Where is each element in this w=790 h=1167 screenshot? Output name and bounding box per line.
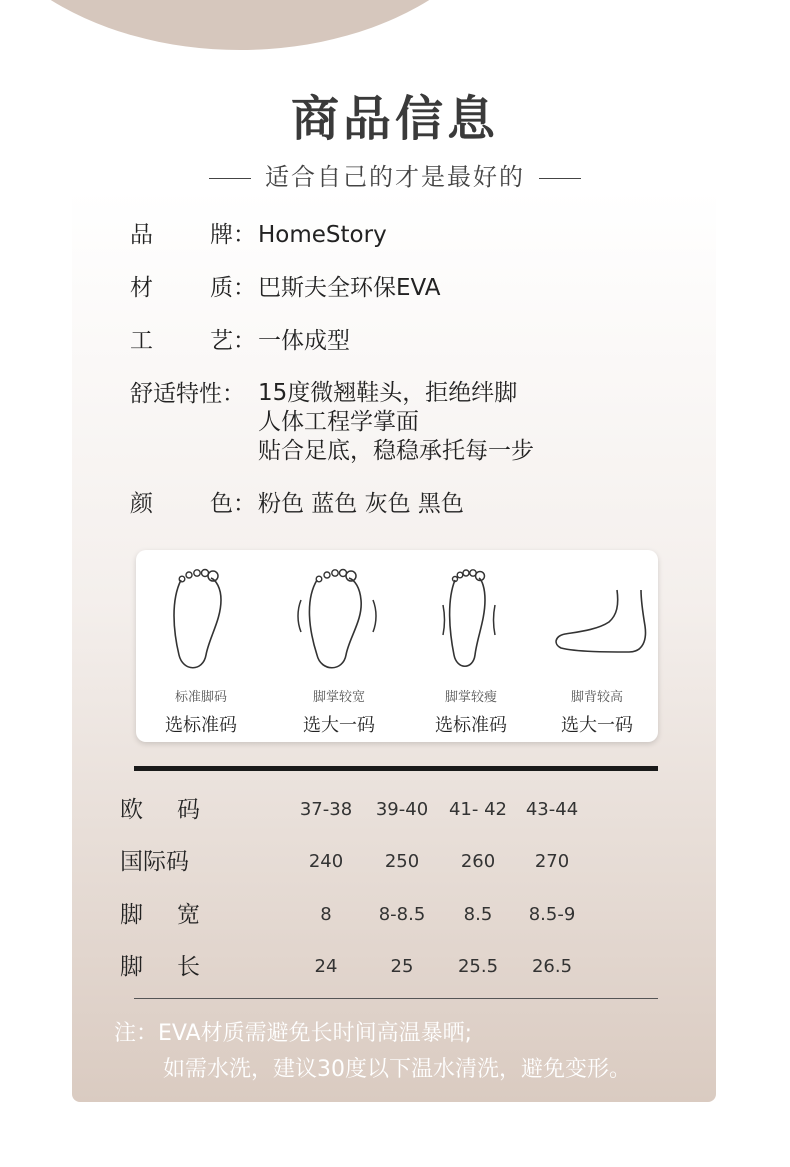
- info-label: 舒适特性：: [130, 381, 245, 407]
- info-label: 工 艺：: [130, 328, 256, 354]
- page-title: 商品信息: [290, 91, 499, 147]
- table-cell: 43-44: [525, 799, 579, 820]
- table-cell: 24: [314, 956, 338, 977]
- decorative-arc: [0, 0, 520, 50]
- info-label: 材 质：: [130, 275, 256, 301]
- foot-type-label: 标准脚码: [174, 690, 227, 705]
- care-note: [114, 1016, 631, 1088]
- info-value: 巴斯夫全环保EVA: [258, 275, 441, 301]
- foot-guide-narrow: [406, 550, 536, 742]
- table-row: [120, 790, 680, 830]
- foot-guide-wide: [274, 550, 404, 742]
- info-row-comfort: [130, 379, 730, 466]
- table-cell: 8-8.5: [378, 904, 426, 925]
- product-info-list: [130, 220, 730, 542]
- foot-type-label: 脚掌较宽: [312, 690, 365, 705]
- table-cell: 8.5: [463, 904, 493, 925]
- table-cell: 8: [320, 904, 332, 925]
- care-note-line1: 注：EVA材质需避免长时间高温暴晒;: [114, 1021, 473, 1046]
- table-cell: 8.5-9: [528, 904, 576, 925]
- row-label: 国际码: [120, 849, 189, 875]
- foot-size-advice: 选大一码: [303, 715, 375, 736]
- foot-type-label: 脚掌较瘦: [444, 690, 497, 705]
- info-value: HomeStory: [258, 222, 387, 248]
- table-cell: 240: [308, 851, 344, 872]
- table-cell: 39-40: [375, 799, 429, 820]
- subtitle-dash-left: [209, 178, 251, 179]
- foot-size-advice: 选标准码: [435, 715, 507, 736]
- table-top-divider: [134, 766, 658, 771]
- narrow-foot-icon: [421, 560, 521, 680]
- page-subtitle: [0, 157, 790, 192]
- info-row-craft: [130, 326, 730, 356]
- high-instep-foot-icon: [547, 560, 657, 680]
- foot-type-label: 脚背较高: [570, 690, 623, 705]
- standard-foot-icon: [151, 560, 251, 680]
- table-cell: 25.5: [457, 956, 499, 977]
- row-label: 脚 宽: [120, 902, 200, 928]
- table-cell: 25: [390, 956, 414, 977]
- foot-size-advice: 选标准码: [165, 715, 237, 736]
- care-note-line2: 如需水洗，建议30度以下温水清洗，避免变形。: [163, 1057, 631, 1082]
- table-row: [120, 895, 680, 935]
- table-cell: 250: [384, 851, 420, 872]
- info-row-material: [130, 273, 730, 303]
- subtitle-text: 适合自己的才是最好的: [265, 163, 525, 191]
- table-cell: 37-38: [299, 799, 353, 820]
- foot-guide-high-instep: [532, 550, 662, 742]
- table-cell: 270: [534, 851, 570, 872]
- table-cell: 41- 42: [448, 799, 508, 820]
- wide-foot-icon: [289, 560, 389, 680]
- foot-guide-standard: [136, 550, 266, 742]
- info-row-brand: [130, 220, 730, 250]
- foot-size-advice: 选大一码: [561, 715, 633, 736]
- info-value: 15度微翘鞋头，拒绝绊脚 人体工程学掌面 贴合足底，稳稳承托每一步: [258, 380, 534, 464]
- info-value: 粉色 蓝色 灰色 黑色: [258, 491, 464, 517]
- foot-size-guide: [136, 550, 658, 742]
- table-row: [120, 842, 680, 882]
- table-row: [120, 947, 680, 987]
- row-label: 欧 码: [120, 797, 200, 823]
- info-value: 一体成型: [258, 328, 350, 354]
- row-label: 脚 长: [120, 954, 200, 980]
- info-row-color: [130, 489, 730, 519]
- subtitle-dash-right: [539, 178, 581, 179]
- table-bottom-divider: [134, 998, 658, 999]
- table-cell: 26.5: [531, 956, 573, 977]
- info-label: 颜 色：: [130, 491, 256, 517]
- table-cell: 260: [460, 851, 496, 872]
- info-label: 品 牌：: [130, 222, 256, 248]
